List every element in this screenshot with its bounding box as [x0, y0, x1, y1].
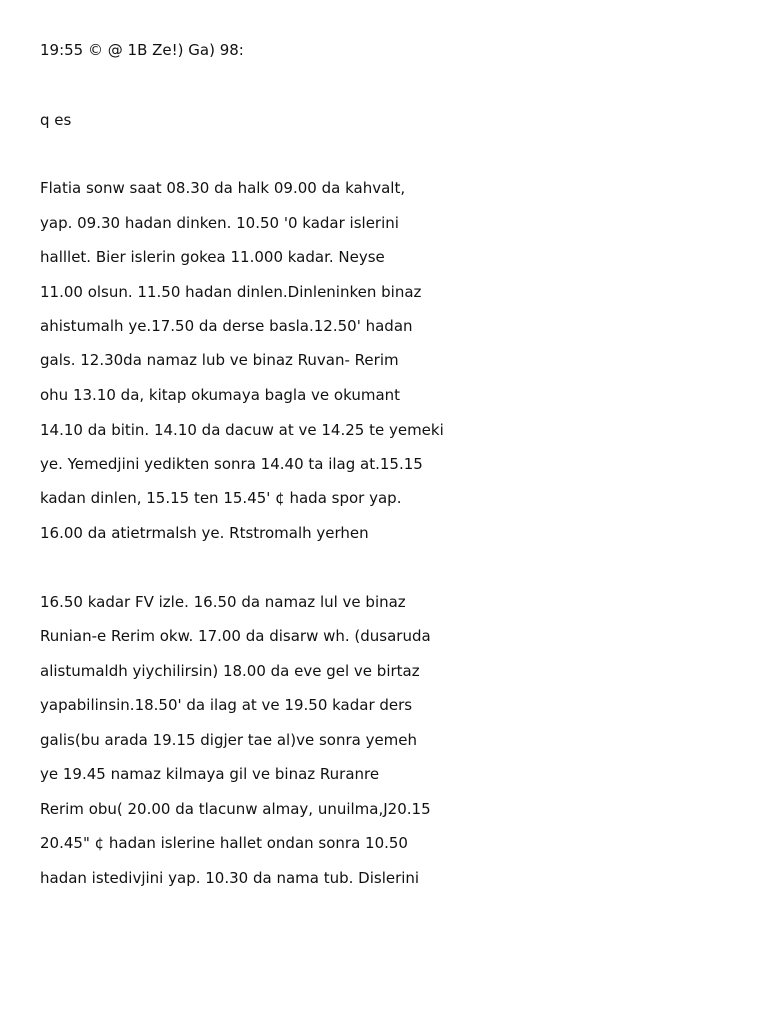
paragraph-line: 20.45" ¢ hadan islerine hallet ondan sonra 10.50 — [40, 834, 408, 852]
paragraph-line: alistumaldh yiychilirsin) 18.00 da eve gel ve birtaz — [40, 662, 420, 680]
paragraph-line: ye 19.45 namaz kilmaya gil ve binaz Ruranre — [40, 765, 380, 783]
paragraph-line: 16.50 kadar FV izle. 16.50 da namaz lul ve binaz — [40, 593, 406, 611]
paragraph-line: ohu 13.10 da, kitap okumaya bagla ve okumant — [40, 386, 401, 404]
header-line: q es — [40, 111, 72, 129]
paragraph-line: hadan istedivjini yap. 10.30 da nama tub. Dislerini — [40, 869, 420, 887]
paragraph-line: kadan dinlen, 15.15 ten 15.45' ¢ hada spor yap. — [40, 489, 402, 507]
paragraph-line: Rerim obu( 20.00 da tlacunw almay, unuilma,J20.15 — [40, 800, 431, 818]
paragraph-line: ahistumalh ye.17.50 da derse basla.12.50' hadan — [40, 317, 413, 335]
status-line: 19:55 © @ 1B Ze!) Ga) 98: — [40, 41, 244, 59]
paragraph-line: gals. 12.30da namaz lub ve binaz Ruvan- Rerim — [40, 351, 399, 369]
paragraph-line: ye. Yemedjini yedikten sonra 14.40 ta ilag at.15.15 — [40, 455, 423, 473]
paragraph-line: 11.00 olsun. 11.50 hadan dinlen.Dinleninken binaz — [40, 283, 422, 301]
paragraph-line: Runian-e Rerim okw. 17.00 da disarw wh. (dusaruda — [40, 627, 431, 645]
paragraph-line: 14.10 da bitin. 14.10 da dacuw at ve 14.25 te yemeki — [40, 421, 444, 439]
paragraph-line: Flatia sonw saat 08.30 da halk 09.00 da kahvalt, — [40, 179, 406, 197]
paragraph-line: galis(bu arada 19.15 digjer tae al)ve sonra yemeh — [40, 731, 418, 749]
paragraph-line: halllet. Bier islerin gokea 11.000 kadar. Neyse — [40, 248, 385, 266]
paragraph-line: yapabilinsin.18.50' da ilag at ve 19.50 kadar ders — [40, 696, 413, 714]
paragraph-line: yap. 09.30 hadan dinken. 10.50 '0 kadar islerini — [40, 214, 399, 232]
paragraph-line: 16.00 da atietrmalsh ye. Rtstromalh yerhen — [40, 524, 369, 542]
